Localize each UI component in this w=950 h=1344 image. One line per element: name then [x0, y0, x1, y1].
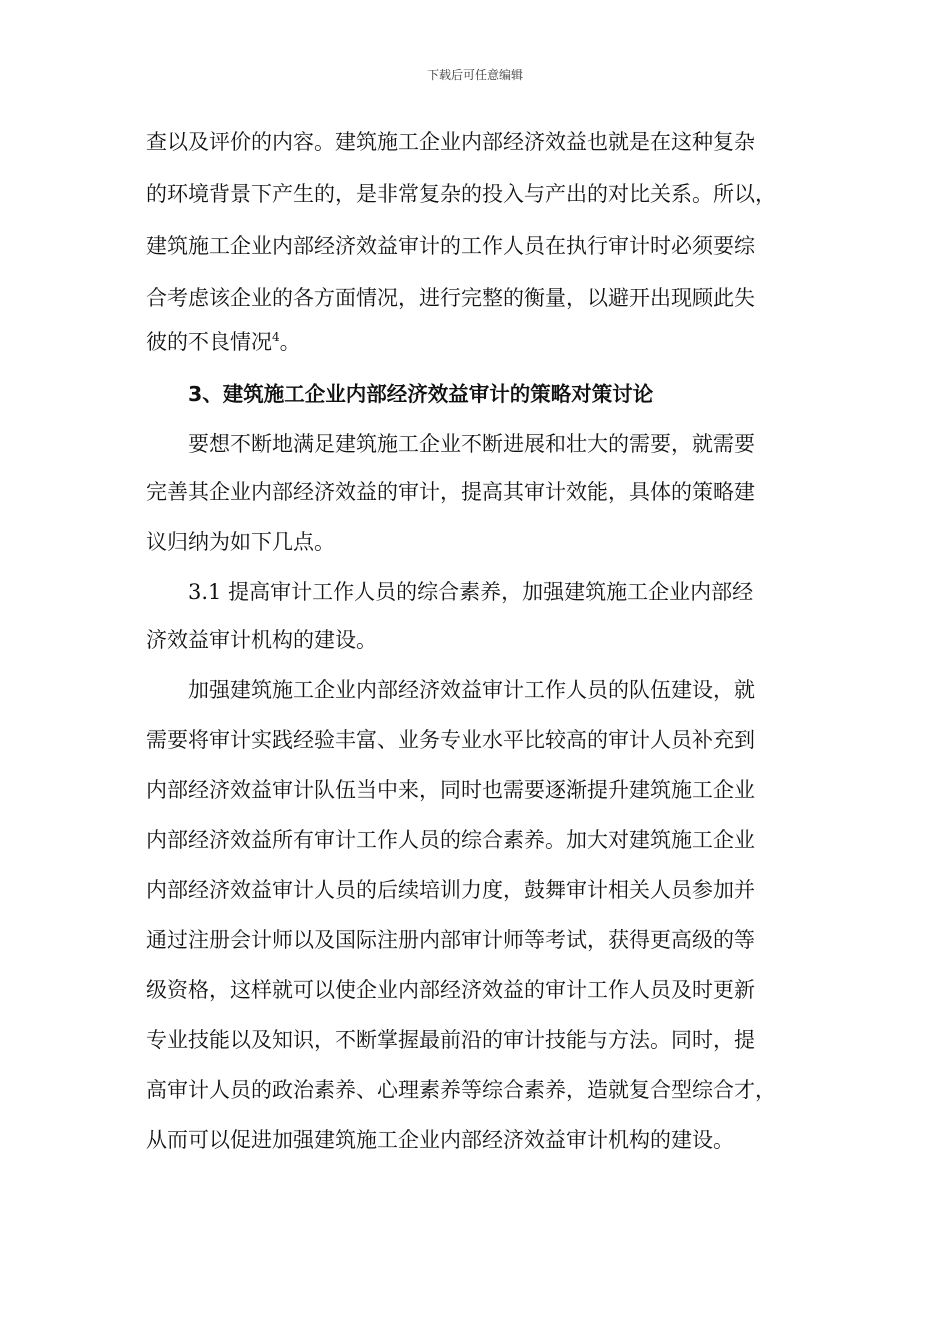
paragraph-line: 查以及评价的内容。建筑施工企业内部经济效益也就是在这种复杂 [146, 130, 755, 154]
paragraph-line: 从而可以促进加强建筑施工企业内部经济效益审计机构的建设。 [146, 1128, 734, 1152]
paragraph-line: 通过注册会计师以及国际注册内部审计师等考试，获得更高级的等 [146, 928, 755, 952]
subsection-line: 3.1 提高审计工作人员的综合素养，加强建筑施工企业内部经 [188, 580, 754, 604]
header-note: 下载后可任意编辑 [426, 68, 523, 82]
paragraph-line: 内部经济效益审计队伍当中来，同时也需要逐渐提升建筑施工企业 [146, 778, 755, 802]
paragraph-line: 加强建筑施工企业内部经济效益审计工作人员的队伍建设，就 [188, 678, 755, 702]
section-heading: 3、建筑施工企业内部经济效益审计的策略对策讨论 [188, 382, 654, 406]
paragraph-line: 内部经济效益审计人员的后续培训力度，鼓舞审计相关人员参加并 [146, 878, 755, 902]
subsection-line: 济效益审计机构的建设。 [146, 628, 377, 652]
paragraph-line: 要想不断地满足建筑施工企业不断进展和壮大的需要，就需要 [188, 432, 755, 456]
paragraph-line: 完善其企业内部经济效益的审计，提高其审计效能，具体的策略建 [146, 480, 755, 504]
paragraph-line: 的环境背景下产生的，是非常复杂的投入与产出的对比关系。所以， [146, 182, 776, 206]
paragraph-line-last [146, 328, 301, 356]
paragraph-end-punct: 。 [279, 330, 301, 354]
paragraph-text: 彼的不良情况 [146, 330, 272, 354]
paragraph-line: 内部经济效益所有审计工作人员的综合素养。加大对建筑施工企业 [146, 828, 755, 852]
paragraph-line: 需要将审计实践经验丰富、业务专业水平比较高的审计人员补充到 [146, 728, 755, 752]
paragraph-line: 专业技能以及知识，不断掌握最前沿的审计技能与方法。同时，提 [146, 1028, 755, 1052]
paragraph-line: 级资格，这样就可以使企业内部经济效益的审计工作人员及时更新 [146, 978, 755, 1002]
paragraph-line: 高审计人员的政治素养、心理素养等综合素养，造就复合型综合才， [146, 1078, 776, 1102]
footnote-ref: 4 [272, 330, 280, 344]
paragraph-line: 议归纳为如下几点。 [146, 530, 335, 554]
paragraph-line: 合考虑该企业的各方面情况，进行完整的衡量，以避开出现顾此失 [146, 286, 755, 310]
paragraph-line: 建筑施工企业内部经济效益审计的工作人员在执行审计时必须要综 [146, 234, 755, 258]
